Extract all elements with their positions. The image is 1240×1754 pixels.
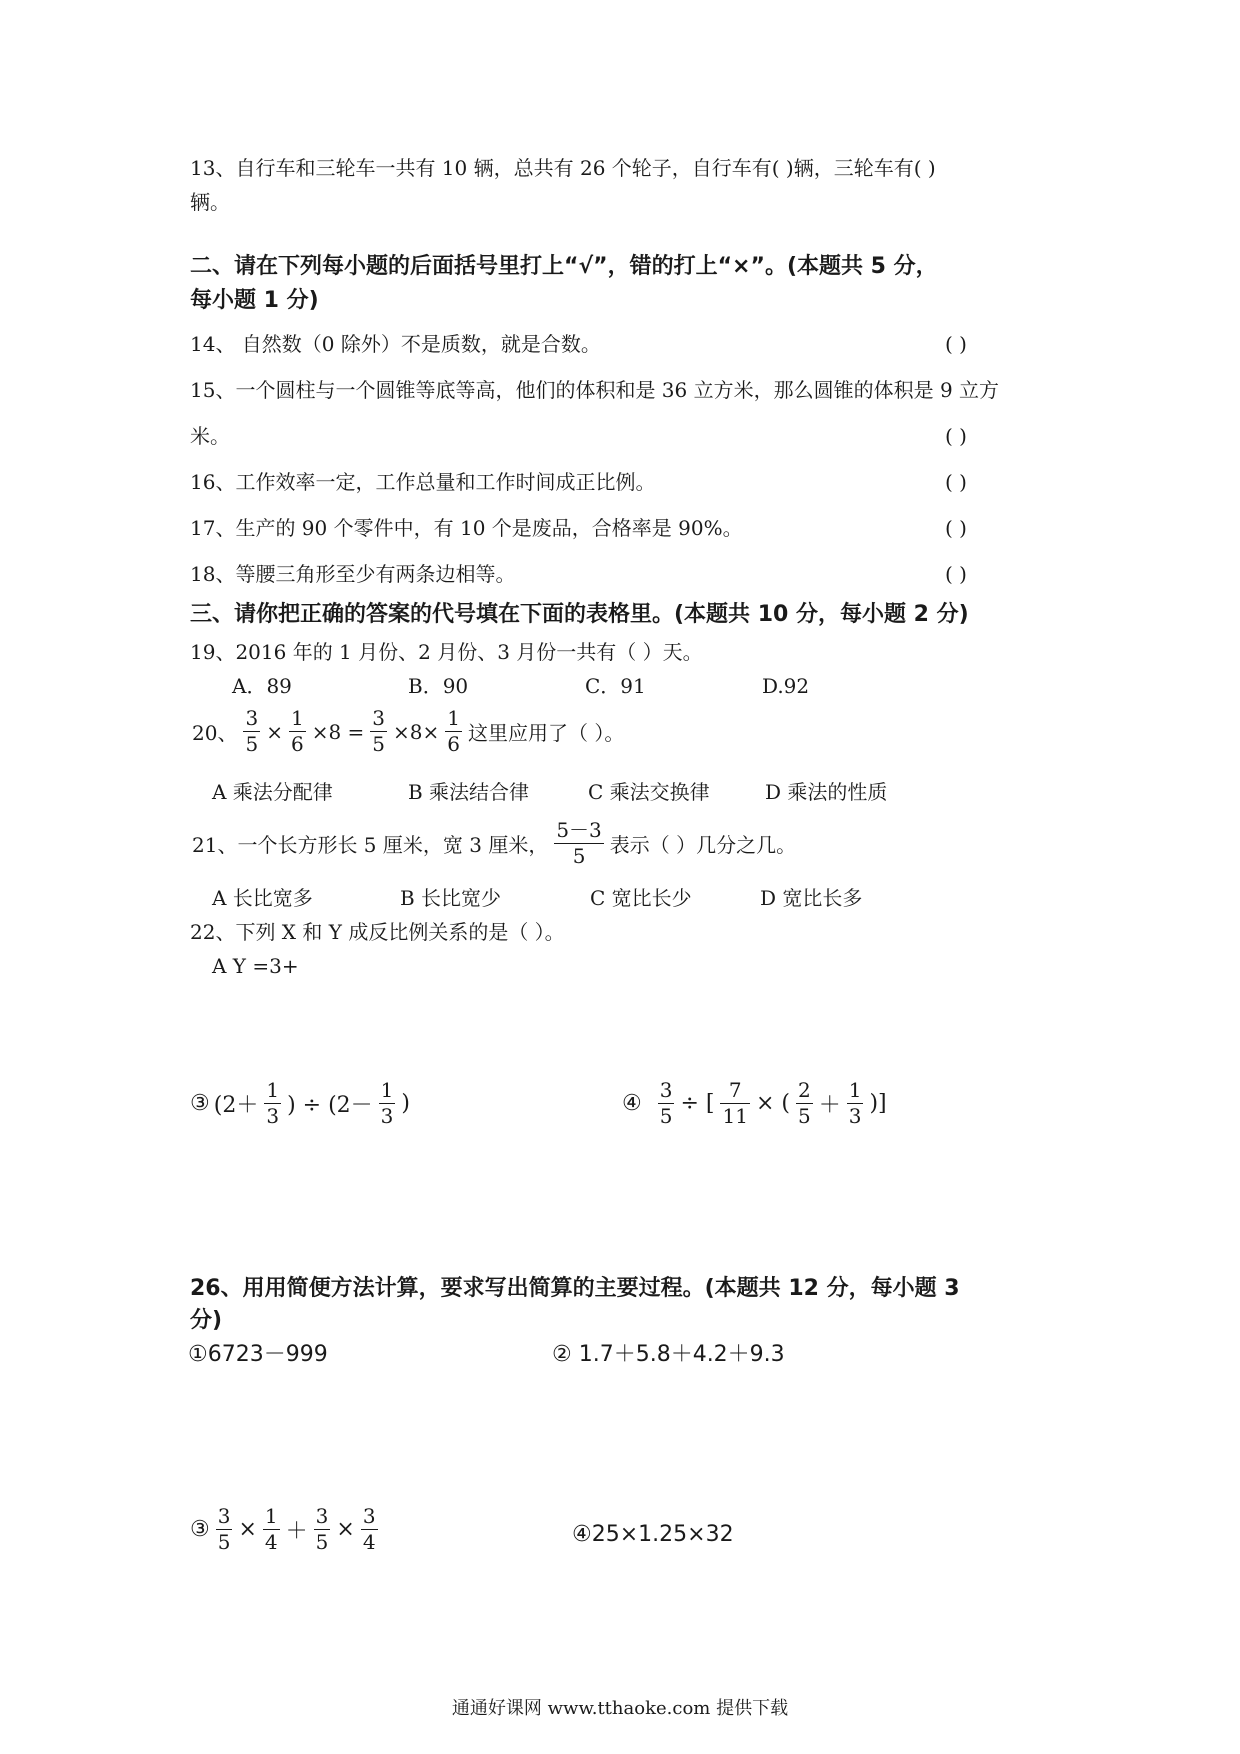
fraction: $\frac{1}{4}$ [264, 1504, 278, 1554]
section-3-heading: 三、请你把正确的答案的代号填在下面的表格里。(本题共 10 分，每小题 2 分) [190, 602, 969, 627]
calc-26-item-3: ③ $\frac{3}{5}$ × $\frac{1}{4}$ ＋ $\frac{3}{5}$ × $\frac{3}{4}$ [190, 1504, 376, 1554]
q21-prefix: 21、一个长方形长 5 厘米，宽 3 厘米， [192, 833, 549, 857]
q19-option-a[interactable]: A．89 [232, 674, 292, 698]
question-20 [190, 708, 626, 755]
q20-option-a[interactable]: A 乘法分配律 [212, 780, 333, 804]
calc-item-4: ④ $\frac{3}{5}$ ÷ [ $\frac{7}{11}$ × ( $\frac{2}{5}$ ＋ $\frac{1}{3}$ )] [622, 1078, 887, 1128]
answer-paren-18[interactable]: ( ) [945, 562, 967, 586]
question-13-line1: 13、自行车和三轮车一共有 10 辆，总共有 26 个轮子，自行车有( )辆，三轮车有( ) [190, 156, 936, 180]
item-label: ③ [190, 1091, 210, 1116]
fraction: $\frac{1}{6}$ [447, 706, 461, 756]
q21-option-c[interactable]: C 宽比长少 [590, 886, 692, 910]
calc-26-item-4: ④25×1.25×32 [572, 1522, 734, 1547]
q20-mid2: ×8× [393, 719, 440, 744]
question-21 [190, 820, 798, 867]
q19-option-c[interactable]: C．91 [585, 674, 646, 698]
fraction: $\frac{3}{5}$ [372, 706, 386, 756]
question-14: 14、 自然数（0 除外）不是质数，就是合数。 [190, 332, 601, 356]
question-15-line1: 15、一个圆柱与一个圆锥等底等高，他们的体积和是 36 立方米，那么圆锥的体积是 9 立方 [190, 378, 1000, 402]
answer-paren-17[interactable]: ( ) [945, 516, 967, 540]
question-19: 19、2016 年的 1 月份、2 月份、3 月份一共有（ ）天。 [190, 640, 703, 664]
question-18: 18、等腰三角形至少有两条边相等。 [190, 562, 516, 586]
times-sign: × [266, 719, 283, 744]
question-26-heading-line2: 分) [190, 1308, 223, 1333]
fraction: $\frac{1}{6}$ [290, 706, 304, 756]
q20-mid: ×8 = [311, 719, 365, 744]
question-15-line2: 米。 [190, 424, 230, 448]
question-22: 22、下列 X 和 Y 成反比例关系的是（ ）。 [190, 920, 565, 944]
q21-suffix: 表示（ ）几分之几。 [609, 833, 797, 857]
fraction: $\frac{7}{11}$ [722, 1078, 748, 1128]
calc-26-item-2: ② 1.7＋5.8＋4.2＋9.3 [552, 1342, 785, 1367]
calc-26-item-1: ①6723－999 [188, 1342, 328, 1367]
q20-option-c[interactable]: C 乘法交换律 [588, 780, 710, 804]
q20-option-b[interactable]: B 乘法结合律 [408, 780, 530, 804]
fraction: $\frac{2}{5}$ [797, 1078, 811, 1128]
fraction: $\frac{3}{5}$ [315, 1504, 329, 1554]
q19-option-d[interactable]: D.92 [762, 674, 810, 698]
q19-option-b[interactable]: B．90 [408, 674, 469, 698]
answer-paren-15[interactable]: ( ) [945, 424, 967, 448]
q21-option-a[interactable]: A 长比宽多 [212, 886, 313, 910]
item-label: ③ [190, 1517, 210, 1542]
fraction: $\frac{3}{5}$ [217, 1504, 231, 1554]
fraction: $\frac{3}{5}$ [245, 706, 259, 756]
question-13-line2: 辆。 [190, 190, 230, 214]
question-17: 17、生产的 90 个零件中，有 10 个是废品，合格率是 90%。 [190, 516, 743, 540]
fraction: $\frac{3}{4}$ [362, 1504, 376, 1554]
fraction: $\frac{5-3}{5}$ [556, 818, 602, 868]
question-16: 16、工作效率一定，工作总量和工作时间成正比例。 [190, 470, 656, 494]
fraction: $\frac{1}{3}$ [266, 1078, 280, 1128]
fraction: $\frac{1}{3}$ [380, 1078, 394, 1128]
item-label: ④ [622, 1091, 642, 1116]
question-26-heading-line1: 26、用用简便方法计算，要求写出简算的主要过程。(本题共 12 分，每小题 3 [190, 1276, 960, 1301]
q21-option-d[interactable]: D 宽比长多 [760, 886, 863, 910]
q22-option-a[interactable]: A Y =3+ [212, 954, 299, 978]
page-footer: 通通好课网 www.tthaoke.com 提供下载 [451, 1698, 789, 1719]
answer-paren-16[interactable]: ( ) [945, 470, 967, 494]
section-2-heading-line2: 每小题 1 分) [190, 288, 319, 313]
q20-prefix: 20、 [192, 721, 238, 745]
q20-suffix: 这里应用了（ ）。 [468, 721, 625, 745]
q20-option-d[interactable]: D 乘法的性质 [765, 780, 888, 804]
fraction: $\frac{3}{5}$ [659, 1078, 673, 1128]
section-2-heading-line1: 二、请在下列每小题的后面括号里打上“√”，错的打上“×”。(本题共 5 分， [190, 254, 938, 279]
calc-item-3: ③ (2＋ $\frac{1}{3}$ ) ÷ (2－ $\frac{1}{3}$ ) [190, 1078, 410, 1128]
answer-paren-14[interactable]: ( ) [945, 332, 967, 356]
fraction: $\frac{1}{3}$ [848, 1078, 862, 1128]
q21-option-b[interactable]: B 长比宽少 [400, 886, 502, 910]
